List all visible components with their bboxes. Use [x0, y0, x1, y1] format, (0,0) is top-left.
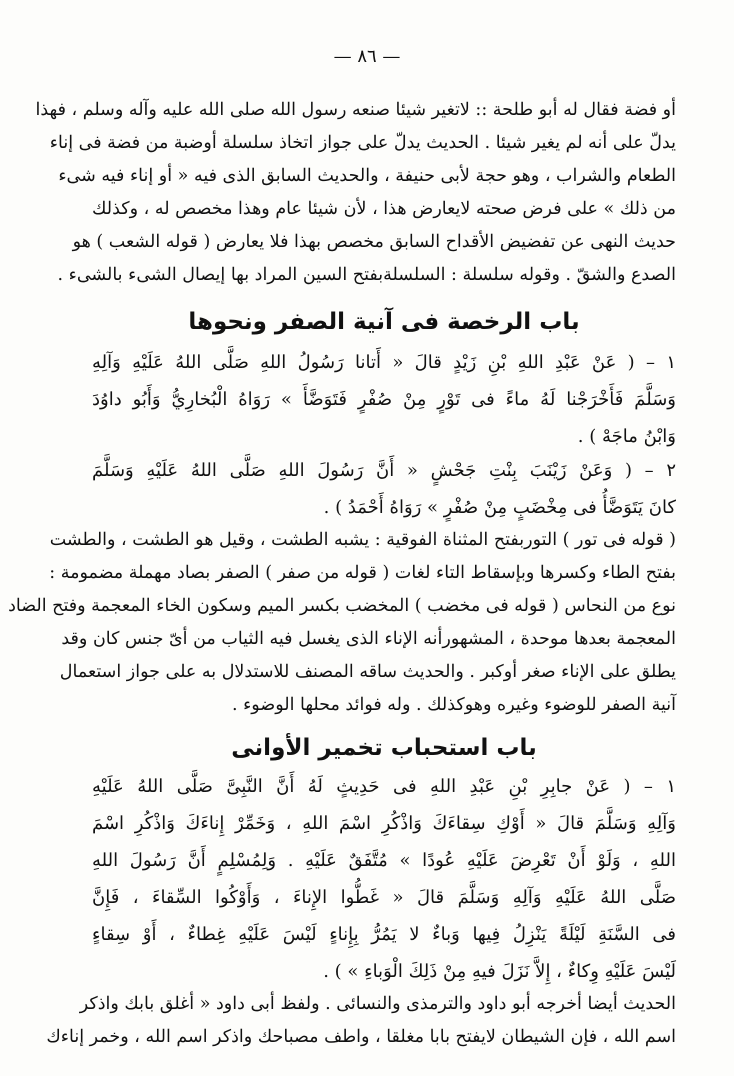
text-line: يدلّ على أنه لم يغير شيئا . الحديث يدلّ على جواز اتخاذ سلسلة أوضبة من فضة فى إناء: [49, 133, 676, 153]
text-line: الطعام والشراب ، وهو حجة لأبى حنيفة ، والحديث السابق الذى فيه « أو إناء فيه شىء: [58, 166, 676, 186]
text-line: نوع من النحاس ( قوله فى مخضب ) المخضب بكسر الميم وسكون الخاء المعجمة وفتح الضاد: [8, 596, 676, 616]
text-line: ١ – ( عَنْ عَبْدِ اللهِ بْنِ زَيْدٍ قالَ « أَتانا رَسُولُ اللهِ صَلَّى اللهُ عَلَيْهِ وَآلِهِ: [92, 352, 676, 373]
text-line: صَلَّى اللهُ عَلَيْهِ وَآلِهِ وَسَلَّمَ قالَ « غَطُّوا الإِناءَ ، وَأَوْكُوا السِّقاءَ ، فَإِنَّ: [92, 887, 676, 908]
text-line: وَآلِهِ وَسَلَّمَ قالَ « أَوْكِ سِقاءَكَ وَاذْكُرِ اسْمَ اللهِ ، وَخَمِّرْ إِناءَكَ وَاذْكُرِ اسْمَ: [92, 813, 676, 834]
text-line: وَسَلَّمَ فَأَخْرَجْنا لَهُ ماءً فى تَوْرٍ مِنْ صُفْرٍ فَتَوَضَّأَ » رَوَاهُ الْبُخارِيُّ وَأَبُو داوُدَ: [92, 389, 676, 410]
hadith-3: [92, 768, 676, 990]
section-heading-covering-vessels: باب استحباب تخمير الأوانى: [231, 735, 537, 761]
text-line: اللهِ ، وَلَوْ أَنْ تَعْرِضَ عَلَيْهِ عُودًا » مُتَّفَقٌ عَلَيْهِ . وَلِمُسْلِمٍ أَنَّ رَسُولَ اللهِ: [92, 850, 676, 871]
text-line: المعجمة بعدها موحدة ، المشهورأنه الإناء الذى يغسل فيه الثياب من أىّ جنس كان وقد: [61, 629, 676, 649]
text-line: ( قوله فى تور ) التوربفتح المثناة الفوقية : يشبه الطشت ، وقيل هو الطشت ، والطشت: [49, 530, 676, 550]
text-line: بفتح الطاء وكسرها وبإسقاط التاء لغات ( قوله من صفر ) الصفر بصاد مهملة مضمومة :: [49, 563, 676, 583]
text-line: يطلق على الإناء صغر أوكبر . والحديث ساقه المصنف للاستدلال به على جواز استعمال: [59, 662, 676, 682]
text-line: من ذلك » على فرض صحته لايعارض هذا ، لأن شيئا عام وهذا مخصص له ، وكذلك: [92, 199, 676, 219]
text-line: ٢ – ( وَعَنْ زَيْنَبَ بِنْتِ جَحْشٍ « أَنَّ رَسُولَ اللهِ صَلَّى اللهُ عَلَيْهِ وَسَلَّمَ: [92, 460, 676, 481]
commentary-paragraph-2: [8, 524, 676, 722]
text-line: اسم الله ، فإن الشيطان لايفتح بابا مغلقا ، واطف مصباحك واذكر اسم الله ، وخمر إناءك: [46, 1027, 676, 1047]
text-line: وَابْنُ ماجَهْ ) .: [577, 426, 676, 447]
hadith-2: [92, 452, 676, 526]
text-line: الصدع والشقّ . وقوله سلسلة : السلسلةبفتح السين المراد بها إيصال الشىء بالشىء .: [57, 265, 676, 285]
commentary-paragraph-3: [46, 988, 676, 1054]
commentary-paragraph-1: [35, 94, 676, 292]
text-line: فى السَّنَةِ لَيْلَةً يَنْزِلُ فِيها وَباءٌ لا يَمُرُّ بِإِناءٍ لَيْسَ عَلَيْهِ غِطاءٌ ، أَوْ سِقاءٍ: [92, 924, 676, 945]
text-line: الحديث أيضا أخرجه أبو داود والترمذى والنسائى . ولفظ أبى داود « أغلق بابك واذكر: [79, 994, 676, 1014]
text-line: حديث النهى عن تفضيض الأقداح السابق مخصص بهذا فلا يعارض ( قوله الشعب ) هو: [72, 232, 676, 252]
text-line: أو فضة فقال له أبو طلحة :: لاتغير شيئا صنعه رسول الله صلى الله عليه وآله وسلم ، فهذا: [35, 100, 676, 120]
text-line: كانَ يَتَوَضَّأُ فى مِخْضَبٍ مِنْ صُفْرٍ » رَوَاهُ أَحْمَدُ ) .: [323, 497, 676, 518]
section-heading-brass-vessels: باب الرخصة فى آنية الصفر ونحوها: [188, 309, 580, 335]
hadith-1: [92, 344, 676, 455]
text-line: آنية الصفر للوضوء وغيره وهوكذلك . وله فوائد محلها الوضوء .: [231, 695, 676, 715]
page-number: — ٨٦ —: [333, 46, 401, 67]
text-line: لَيْسَ عَلَيْهِ وِكاءٌ ، إِلاَّ نَزَلَ فيهِ مِنْ ذَلِكَ الْوَباءِ » ) .: [323, 961, 676, 982]
text-line: ١ – ( عَنْ جابِرِ بْنِ عَبْدِ اللهِ فى حَدِيثٍ لَهُ أَنَّ النَّبِىَّ صَلَّى اللهُ عَلَيْهِ: [92, 776, 676, 797]
